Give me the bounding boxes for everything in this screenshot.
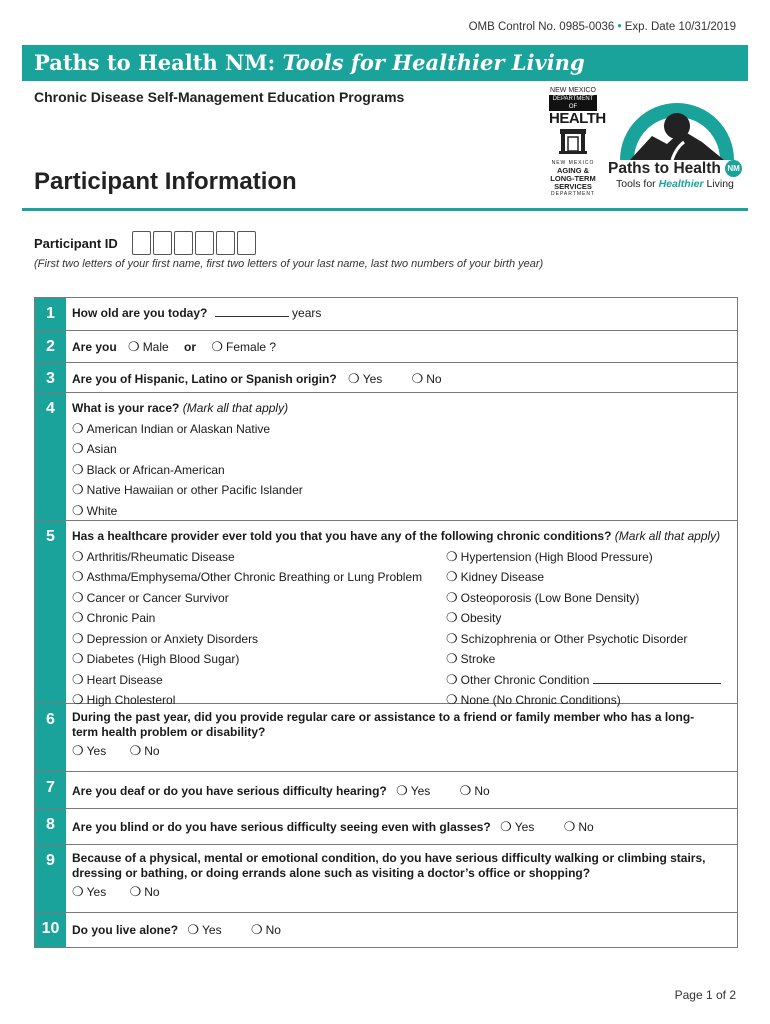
option-label: Native Hawaiian or other Pacific Islander bbox=[86, 483, 303, 497]
radio-circle-icon: ❍ bbox=[446, 692, 458, 707]
page-subtitle: Chronic Disease Self-Management Education Programs bbox=[34, 89, 405, 105]
radio-circle-icon: ❍ bbox=[446, 630, 458, 646]
option-label: Other Chronic Condition bbox=[460, 672, 590, 687]
adrsd-line5: DEPARTMENT bbox=[551, 191, 595, 197]
other-condition-field[interactable] bbox=[593, 671, 721, 684]
divider bbox=[22, 208, 748, 211]
radio-circle-icon: ❍ bbox=[72, 589, 84, 605]
adrsd-line1: NEW MEXICO bbox=[551, 160, 595, 166]
radio-circle-icon: ❍ bbox=[250, 922, 263, 937]
question-text: What is your race? bbox=[72, 401, 180, 415]
question-row-1 bbox=[35, 298, 737, 331]
question-row-2 bbox=[35, 331, 737, 363]
checkbox-white[interactable] bbox=[72, 501, 733, 522]
option-label: High Cholesterol bbox=[86, 693, 176, 707]
radio-circle-icon: ❍ bbox=[211, 339, 224, 354]
option-label: Osteoporosis (Low Bone Density) bbox=[460, 590, 640, 605]
radio-circle-icon: ❍ bbox=[72, 548, 84, 564]
radio-circle-icon: ❍ bbox=[72, 692, 84, 707]
radio-circle-icon: ❍ bbox=[411, 371, 424, 386]
option-label: No bbox=[265, 923, 281, 937]
question-text: How old are you today? bbox=[72, 306, 208, 320]
radio-circle-icon: ❍ bbox=[446, 589, 458, 605]
radio-circle-icon: ❍ bbox=[128, 339, 140, 354]
mountain-sun-emblem-icon bbox=[612, 86, 742, 160]
option-label: Asthma/Emphysema/Other Chronic Breathing or Lung Problem bbox=[86, 570, 423, 584]
option-label: No bbox=[426, 372, 442, 386]
question-number: 3 bbox=[35, 363, 66, 392]
radio-yes[interactable] bbox=[500, 820, 534, 834]
question-row-9 bbox=[35, 845, 737, 913]
option-label: No bbox=[144, 885, 160, 899]
option-label: Hypertension (High Blood Pressure) bbox=[460, 549, 653, 564]
participant-id-box-2[interactable] bbox=[153, 231, 172, 255]
radio-circle-icon: ❍ bbox=[500, 819, 512, 834]
question-text: Are you of Hispanic, Latino or Spanish origin? bbox=[72, 372, 337, 386]
option-label: Yes bbox=[86, 885, 107, 899]
radio-male[interactable] bbox=[128, 340, 169, 354]
adrsd-line2: AGING & bbox=[556, 166, 590, 175]
question-row-7 bbox=[35, 772, 737, 809]
question-row-10 bbox=[35, 913, 737, 947]
doh-line2: DEPARTMENT OF bbox=[549, 95, 597, 111]
option-label: Kidney Disease bbox=[460, 570, 545, 584]
option-label: Male bbox=[142, 340, 169, 354]
expiration-date: Exp. Date 10/31/2019 bbox=[624, 21, 736, 33]
checkbox-hypertension[interactable] bbox=[446, 547, 733, 568]
checkbox-native-hawaiian[interactable] bbox=[72, 480, 733, 501]
participant-id-box-6[interactable] bbox=[237, 231, 256, 255]
question-text: Because of a physical, mental or emotional condition, do you have serious difficulty walking or climbing stairs, dressing or bathing, or doing errands alone such as visiting a doctor’s office or shopping? bbox=[72, 851, 706, 880]
radio-circle-icon: ❍ bbox=[72, 630, 84, 646]
question-number: 7 bbox=[35, 772, 66, 808]
radio-yes[interactable] bbox=[348, 372, 382, 386]
checkbox-heart-disease[interactable] bbox=[72, 670, 446, 691]
question-row-4 bbox=[35, 393, 737, 521]
adrsd-line3: LONG-TERM bbox=[550, 174, 596, 183]
pth-tag-em: Healthier bbox=[658, 178, 704, 190]
radio-circle-icon: ❍ bbox=[72, 461, 84, 477]
radio-circle-icon: ❍ bbox=[446, 651, 458, 666]
age-suffix: years bbox=[292, 306, 322, 320]
option-label: Schizophrenia or Other Psychotic Disorder bbox=[460, 631, 688, 646]
radio-circle-icon: ❍ bbox=[446, 569, 458, 584]
or-text: or bbox=[184, 340, 197, 354]
checkbox-cancer[interactable] bbox=[72, 588, 446, 609]
participant-id-box-5[interactable] bbox=[216, 231, 235, 255]
radio-circle-icon: ❍ bbox=[446, 548, 458, 564]
page-number: Page 1 of 2 bbox=[674, 988, 736, 1002]
option-label: Cancer or Cancer Survivor bbox=[86, 590, 229, 605]
option-label: Yes bbox=[86, 744, 107, 758]
checkbox-chronic-pain[interactable] bbox=[72, 608, 446, 629]
question-text: Are you blind or do you have serious difficulty seeing even with glasses? bbox=[72, 820, 491, 834]
option-label: White bbox=[86, 503, 118, 518]
option-label: No bbox=[474, 784, 490, 798]
checkbox-black[interactable] bbox=[72, 460, 733, 481]
radio-female[interactable] bbox=[211, 340, 276, 354]
radio-no[interactable] bbox=[251, 923, 281, 937]
participant-id-label: Participant ID bbox=[34, 235, 118, 251]
checkbox-kidney-disease[interactable] bbox=[446, 567, 733, 588]
checkbox-schizophrenia[interactable] bbox=[446, 629, 733, 650]
nm-department-of-health-logo bbox=[549, 87, 606, 127]
radio-circle-icon: ❍ bbox=[72, 884, 84, 899]
checkbox-asian[interactable] bbox=[72, 439, 733, 460]
option-label: Yes bbox=[362, 372, 383, 386]
checkbox-asthma[interactable] bbox=[72, 567, 446, 588]
radio-yes[interactable] bbox=[396, 784, 430, 798]
radio-no[interactable] bbox=[460, 784, 490, 798]
option-label: Yes bbox=[202, 923, 222, 937]
option-label: Depression or Anxiety Disorders bbox=[86, 631, 259, 646]
title-banner bbox=[22, 45, 748, 81]
checkbox-depression[interactable] bbox=[72, 629, 446, 650]
question-row-8 bbox=[35, 809, 737, 845]
question-text: Are you bbox=[72, 340, 117, 354]
option-label: Heart Disease bbox=[86, 672, 163, 687]
option-label: Black or African-American bbox=[86, 462, 225, 477]
omb-number: OMB Control No. 0985-0036 bbox=[468, 21, 615, 33]
radio-circle-icon: ❍ bbox=[72, 651, 84, 666]
banner-title: Paths to Health NM: bbox=[34, 50, 276, 75]
radio-circle-icon: ❍ bbox=[348, 371, 360, 386]
option-label: Diabetes (High Blood Sugar) bbox=[86, 652, 240, 666]
radio-yes[interactable] bbox=[72, 885, 106, 899]
page-title: Participant Information bbox=[34, 168, 297, 195]
question-row-5 bbox=[35, 521, 737, 707]
checkbox-american-indian[interactable] bbox=[72, 419, 733, 440]
radio-circle-icon: ❍ bbox=[459, 783, 472, 798]
checkbox-arthritis[interactable] bbox=[72, 547, 446, 568]
question-text: During the past year, did you provide regular care or assistance to a friend or family member who has a long-term health problem or disability? bbox=[72, 710, 695, 739]
radio-no[interactable] bbox=[130, 885, 160, 899]
question-number: 9 bbox=[35, 845, 66, 912]
question-text: Has a healthcare provider ever told you that you have any of the following chronic conditions? bbox=[72, 529, 612, 543]
option-label: No bbox=[578, 820, 594, 834]
pth-tagline bbox=[608, 178, 748, 190]
participant-id-note: (First two letters of your first name, first two letters of your last name, last two numbers of your birth year) bbox=[34, 258, 544, 270]
radio-no[interactable] bbox=[412, 372, 442, 386]
pth-tag-pre: Tools for bbox=[616, 178, 659, 190]
radio-circle-icon: ❍ bbox=[72, 671, 84, 687]
radio-circle-icon: ❍ bbox=[129, 884, 142, 899]
option-label: American Indian or Alaskan Native bbox=[86, 421, 271, 436]
radio-circle-icon: ❍ bbox=[187, 922, 200, 937]
option-label: Obesity bbox=[460, 611, 502, 625]
question-text: Do you live alone? bbox=[72, 923, 179, 937]
question-note: (Mark all that apply) bbox=[182, 401, 289, 415]
participant-id-box-4[interactable] bbox=[195, 231, 214, 255]
separator-dot: • bbox=[617, 21, 622, 33]
doh-line3: HEALTH bbox=[549, 110, 606, 127]
option-label: Stroke bbox=[460, 652, 496, 666]
question-text: Are you deaf or do you have serious difficulty hearing? bbox=[72, 784, 387, 798]
radio-no[interactable] bbox=[564, 820, 594, 834]
banner-title-italic: Tools for Healthier Living bbox=[282, 50, 585, 75]
question-number: 6 bbox=[35, 704, 66, 771]
participant-id-box-1[interactable] bbox=[132, 231, 151, 255]
radio-no[interactable] bbox=[130, 744, 160, 758]
question-number: 2 bbox=[35, 331, 66, 362]
radio-circle-icon: ❍ bbox=[129, 743, 142, 758]
option-label: Female ? bbox=[226, 340, 277, 354]
option-label: None (No Chronic Conditions) bbox=[460, 693, 621, 707]
radio-circle-icon: ❍ bbox=[563, 819, 576, 834]
age-field[interactable] bbox=[215, 304, 289, 317]
adrsd-line4: SERVICES bbox=[554, 182, 592, 191]
question-number: 5 bbox=[35, 521, 66, 703]
question-note: (Mark all that apply) bbox=[614, 529, 721, 543]
nm-badge: NM bbox=[725, 160, 742, 177]
radio-circle-icon: ❍ bbox=[396, 783, 408, 798]
radio-circle-icon: ❍ bbox=[72, 502, 84, 518]
checkbox-diabetes[interactable] bbox=[72, 649, 446, 670]
checkbox-other-condition[interactable] bbox=[446, 670, 733, 691]
question-number: 8 bbox=[35, 809, 66, 844]
radio-circle-icon: ❍ bbox=[446, 610, 458, 625]
radio-circle-icon: ❍ bbox=[72, 743, 84, 758]
question-number: 4 bbox=[35, 393, 66, 520]
participant-id-box-3[interactable] bbox=[174, 231, 193, 255]
option-label: Asian bbox=[86, 442, 117, 456]
option-label: Arthritis/Rheumatic Disease bbox=[86, 549, 235, 564]
radio-circle-icon: ❍ bbox=[72, 482, 84, 497]
option-label: Yes bbox=[514, 820, 535, 834]
pth-title: Paths to Health bbox=[608, 160, 721, 177]
participant-id-boxes bbox=[132, 231, 258, 255]
option-label: No bbox=[144, 744, 160, 758]
checkbox-osteoporosis[interactable] bbox=[446, 588, 733, 609]
radio-yes[interactable] bbox=[72, 744, 106, 758]
option-label: Chronic Pain bbox=[86, 611, 156, 625]
questions-table bbox=[34, 297, 738, 948]
omb-control-text bbox=[469, 21, 736, 33]
question-number: 1 bbox=[35, 298, 66, 330]
aging-long-term-services-logo bbox=[546, 127, 600, 198]
radio-circle-icon: ❍ bbox=[72, 420, 84, 436]
doh-line1: NEW MEXICO bbox=[550, 87, 596, 94]
radio-circle-icon: ❍ bbox=[72, 441, 84, 456]
radio-yes[interactable] bbox=[187, 923, 221, 937]
checkbox-stroke[interactable] bbox=[446, 649, 733, 670]
paths-to-health-logo bbox=[608, 86, 748, 190]
radio-circle-icon: ❍ bbox=[72, 569, 84, 584]
checkbox-obesity[interactable] bbox=[446, 608, 733, 629]
radio-circle-icon: ❍ bbox=[72, 610, 84, 625]
pth-tag-post: Living bbox=[703, 178, 734, 190]
option-label: Yes bbox=[410, 784, 431, 798]
building-icon bbox=[558, 127, 588, 155]
question-row-6 bbox=[35, 704, 737, 772]
radio-circle-icon: ❍ bbox=[446, 671, 458, 687]
participant-id bbox=[34, 231, 258, 255]
question-row-3 bbox=[35, 363, 737, 393]
question-number: 10 bbox=[35, 913, 66, 947]
